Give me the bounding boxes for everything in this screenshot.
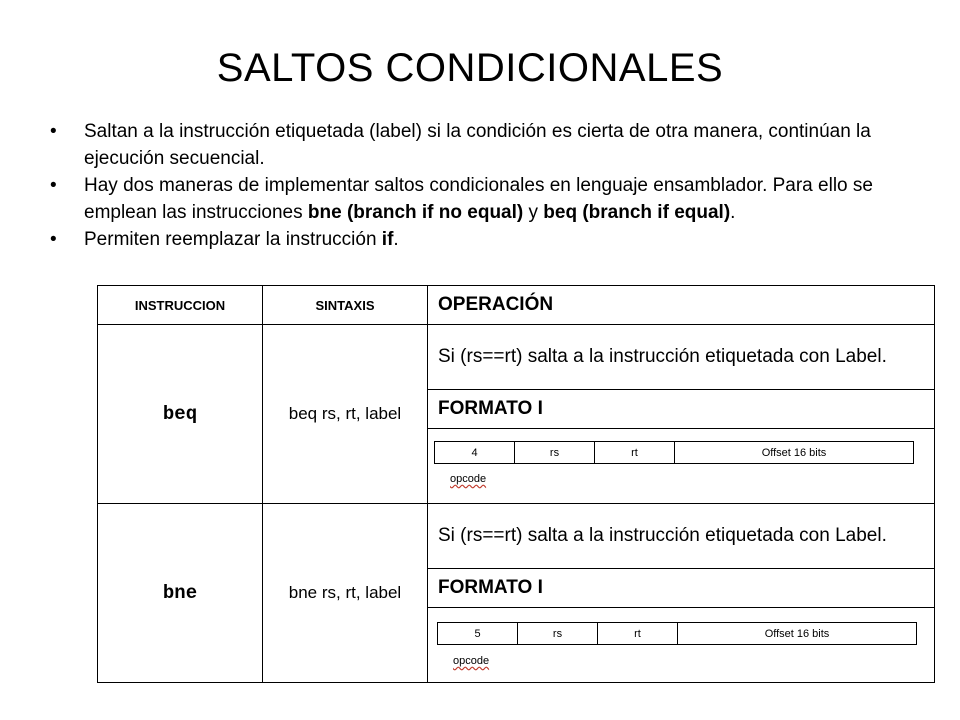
field-rt: rt <box>595 442 675 464</box>
opcode-label: opcode <box>450 473 487 485</box>
bullet-text: Permiten reemplazar la instrucción <box>84 229 382 250</box>
operation-description: Si (rs==rt) salta a la instrucción etiquetada con Label. <box>428 325 935 390</box>
field-rs: rs <box>518 623 598 645</box>
format-diagram-cell <box>428 608 935 683</box>
bullet-bold-text: if <box>381 229 394 250</box>
bullet-item <box>50 226 930 253</box>
bullet-dot-icon: • <box>50 121 57 142</box>
header-instruccion: INSTRUCCION <box>98 286 263 325</box>
bullet-text: y <box>523 202 544 223</box>
table-row <box>98 325 935 390</box>
bullet-text: Hay dos maneras de implementar saltos condicionales en lenguaje ensamblador. Para ello se emplean las instrucciones <box>84 175 873 223</box>
field-opcode: 5 <box>438 623 518 645</box>
instruction-name: beq <box>98 325 263 504</box>
bullet-dot-icon: • <box>50 229 57 250</box>
format-fields-table <box>434 441 914 464</box>
table-row <box>98 504 935 569</box>
opcode-label: opcode <box>453 655 490 667</box>
bullet-item <box>50 172 930 226</box>
bullet-list <box>50 118 930 253</box>
instruction-name: bne <box>98 504 263 683</box>
instruction-syntax: bne rs, rt, label <box>263 504 428 683</box>
instruction-table <box>97 285 935 683</box>
field-offset: Offset 16 bits <box>675 442 914 464</box>
bullet-item <box>50 118 930 172</box>
header-operacion: OPERACIÓN <box>428 286 935 325</box>
header-sintaxis: SINTAXIS <box>263 286 428 325</box>
format-label: FORMATO I <box>428 390 935 429</box>
format-diagram-cell <box>428 429 935 504</box>
field-rt: rt <box>598 623 678 645</box>
operation-description: Si (rs==rt) salta a la instrucción etiquetada con Label. <box>428 504 935 569</box>
field-offset: Offset 16 bits <box>678 623 917 645</box>
bullet-text: . <box>730 202 736 223</box>
slide-title: SALTOS CONDICIONALES <box>216 46 724 90</box>
bullet-text: Saltan a la instrucción etiquetada (label) si la condición es cierta de otra manera, continúan la ejecución secuencial. <box>84 121 871 169</box>
bullet-dot-icon: • <box>50 175 57 196</box>
table-header-row <box>98 286 935 325</box>
bullet-bold-text: bne (branch if no equal) <box>307 202 524 223</box>
bullet-text: . <box>393 229 399 250</box>
field-opcode: 4 <box>435 442 515 464</box>
bullet-bold-text: beq (branch if equal) <box>543 202 731 223</box>
format-fields-table <box>437 622 917 645</box>
field-rs: rs <box>515 442 595 464</box>
instruction-syntax: beq rs, rt, label <box>263 325 428 504</box>
format-label: FORMATO I <box>428 569 935 608</box>
